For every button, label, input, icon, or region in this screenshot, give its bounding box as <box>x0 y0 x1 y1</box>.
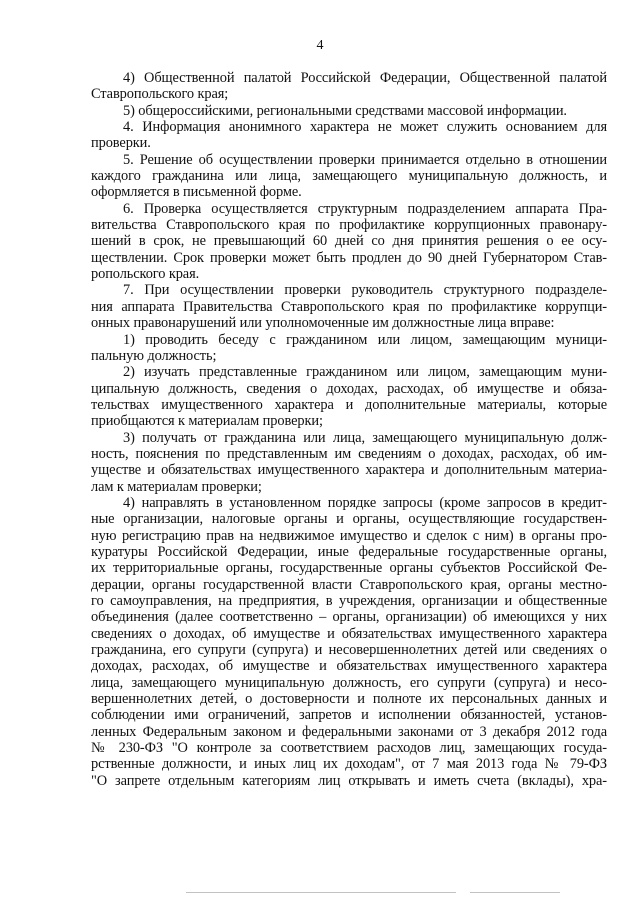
text-line: пальную должность; <box>91 347 217 364</box>
text-line: вительства Ставропольского края по профилактике коррупционных правонару- <box>91 217 607 234</box>
text-line: куратуры Российской Федерации, иные федеральные государственные органы, <box>91 543 607 560</box>
text-line: ропольского края. <box>91 266 200 283</box>
text-line: ществлении. Срок проверки может быть продлен до 90 дней Губернатором Став- <box>91 249 607 266</box>
text-line: их территориальные органы, государственные органы субъектов Российской Фе- <box>91 560 607 577</box>
text-line: доходах, расходах, об имуществе и обязательствах имущественного характера <box>91 658 607 675</box>
text-line: го самоуправления, на предприятия, в учреждения, организации и общественные <box>91 593 607 609</box>
text-line: 7. При осуществлении проверки руководитель структурного подразделе- <box>123 282 607 299</box>
text-line: онных правонарушений или уполномоченные им должностные лица вправе: <box>91 315 555 332</box>
text-line: 5) общероссийскими, региональными средствами массовой информации. <box>123 102 567 119</box>
text-line: тельствах имущественного характера и дополнительные материалы, которые <box>91 396 607 413</box>
text-line: каждого гражданина или лица, замещающего муниципальную должность, и <box>91 168 607 185</box>
scan-artifact-line <box>186 892 456 893</box>
text-line: ния аппарата Правительства Ставропольского края по профилактике коррупци- <box>91 298 607 315</box>
text-line: лица, замещающего муниципальную должность, его супруги (супруга) и несо- <box>91 674 607 691</box>
text-line: 4) направлять в установленном порядке запросы (кроме запросов в кредит- <box>123 494 607 511</box>
text-line: "О запрете отдельным категориям лиц открывать и иметь счета (вклады), хра- <box>91 772 607 789</box>
text-line: 6. Проверка осуществляется структурным подразделением аппарата Пра- <box>123 200 607 217</box>
text-line: дерации, органы государственной власти Ставропольского края, органы местно- <box>91 576 607 593</box>
text-line: шений в срок, не превышающий 60 дней со дня принятия решения о ее осу- <box>91 233 607 250</box>
text-line: соблюдении ими ограничений, запретов и исполнении обязанностей, установ- <box>91 707 607 724</box>
text-line: 5. Решение об осуществлении проверки принимается отдельно в отношении <box>123 151 607 168</box>
text-line: 3) получать от гражданина или лица, замещающего муниципальную долж- <box>123 429 607 446</box>
text-line: ность, пояснения по представленным им сведениям о доходах, расходах, об им- <box>91 445 607 462</box>
text-line: 2) изучать представленные гражданином или лицом, замещающим муни- <box>123 364 607 381</box>
text-line: 1) проводить беседу с гражданином или лицом, замещающим муници- <box>123 331 607 348</box>
text-line: объединения (далее соответственно – органы, организации) об имеющихся у них <box>91 609 607 626</box>
scan-artifact-line <box>470 892 560 893</box>
text-line: ленных Федеральным законом и федеральными законами от 3 декабря 2012 года <box>91 723 607 740</box>
text-line: Ставропольского края; <box>91 86 229 103</box>
text-line: гражданина, его супруги (супруга) и несовершеннолетних детей или сведениях о <box>91 642 607 659</box>
document-body <box>91 70 607 789</box>
text-line: сведениях о доходах, об имуществе и обязательствах имущественного характера <box>91 625 607 642</box>
text-line: ную регистрацию прав на недвижимое имущество и сделок с ним) в органы про- <box>91 527 607 544</box>
text-line: ные организации, налоговые органы и органы, осуществляющие государствен- <box>91 511 607 528</box>
text-line: приобщаются к материалам проверки; <box>91 413 323 430</box>
text-line: рственные должности, и иных лиц их доходам", от 7 мая 2013 года № 79-ФЗ <box>91 756 607 773</box>
page-number: 4 <box>316 38 324 53</box>
text-line: проверки. <box>91 135 151 152</box>
text-line: № 230-ФЗ "О контроле за соответствием расходов лиц, замещающих госуда- <box>91 740 607 757</box>
text-line: лам к материалам проверки; <box>91 478 262 495</box>
text-line: оформляется в письменной форме. <box>91 184 302 201</box>
text-line: 4) Общественной палатой Российской Федерации, Общественной палатой <box>123 70 607 86</box>
text-line: ципальную должность, сведения о доходах, расходах, об имуществе и обяза- <box>91 380 607 397</box>
text-line: вершеннолетних детей, о достоверности и полноте их персональных данных и <box>91 691 607 708</box>
text-line: уществе и обязательствах имущественного характера и дополнительным материа- <box>91 462 607 479</box>
text-line: 4. Информация анонимного характера не может служить основанием для <box>123 119 607 136</box>
